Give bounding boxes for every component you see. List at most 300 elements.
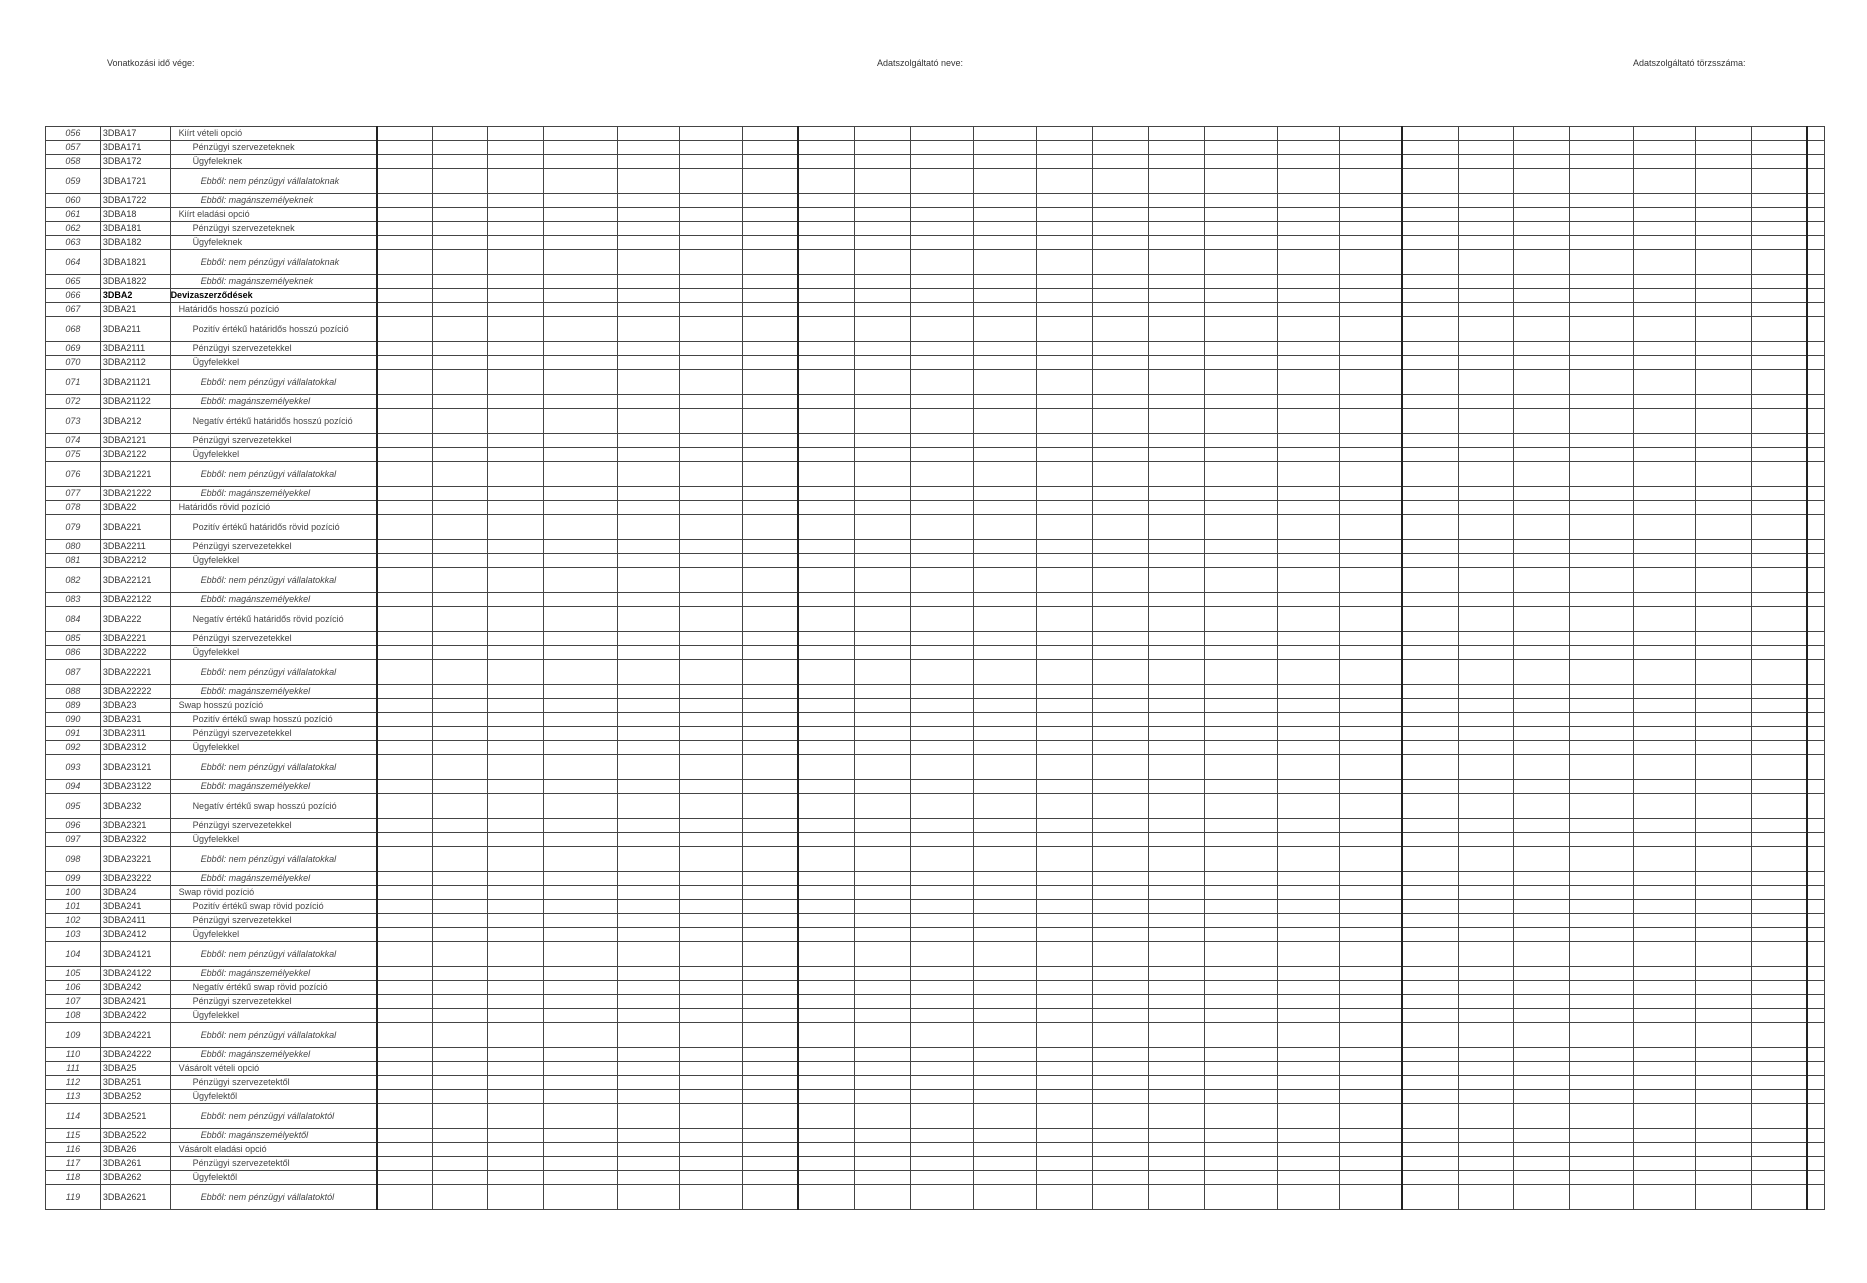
value-cell[interactable] <box>1807 222 1824 236</box>
value-cell[interactable] <box>1751 356 1807 370</box>
value-cell[interactable] <box>1340 1090 1402 1104</box>
value-cell[interactable] <box>1093 275 1149 289</box>
value-cell[interactable] <box>1570 303 1633 317</box>
value-cell[interactable] <box>910 593 973 607</box>
value-cell[interactable] <box>1093 1023 1149 1048</box>
value-cell[interactable] <box>1514 194 1570 208</box>
value-cell[interactable] <box>798 780 854 794</box>
value-cell[interactable] <box>433 833 488 847</box>
value-cell[interactable] <box>1696 434 1752 448</box>
value-cell[interactable] <box>1751 169 1807 194</box>
value-cell[interactable] <box>973 395 1036 409</box>
value-cell[interactable] <box>742 819 798 833</box>
value-cell[interactable] <box>488 1090 544 1104</box>
value-cell[interactable] <box>1458 317 1514 342</box>
value-cell[interactable] <box>1807 685 1824 699</box>
value-cell[interactable] <box>1514 995 1570 1009</box>
value-cell[interactable] <box>1340 713 1402 727</box>
value-cell[interactable] <box>544 501 618 515</box>
value-cell[interactable] <box>1093 942 1149 967</box>
value-cell[interactable] <box>1570 1185 1633 1210</box>
value-cell[interactable] <box>1037 275 1093 289</box>
value-cell[interactable] <box>1037 1090 1093 1104</box>
value-cell[interactable] <box>544 515 618 540</box>
value-cell[interactable] <box>973 236 1036 250</box>
value-cell[interactable] <box>1093 872 1149 886</box>
value-cell[interactable] <box>1037 236 1093 250</box>
value-cell[interactable] <box>433 593 488 607</box>
value-cell[interactable] <box>1751 1129 1807 1143</box>
value-cell[interactable] <box>854 208 910 222</box>
value-cell[interactable] <box>1093 222 1149 236</box>
value-cell[interactable] <box>973 303 1036 317</box>
value-cell[interactable] <box>1751 780 1807 794</box>
value-cell[interactable] <box>973 568 1036 593</box>
value-cell[interactable] <box>1093 1143 1149 1157</box>
value-cell[interactable] <box>1037 833 1093 847</box>
value-cell[interactable] <box>1037 127 1093 141</box>
value-cell[interactable] <box>1696 632 1752 646</box>
value-cell[interactable] <box>1340 727 1402 741</box>
value-cell[interactable] <box>742 646 798 660</box>
value-cell[interactable] <box>680 222 742 236</box>
value-cell[interactable] <box>1514 501 1570 515</box>
value-cell[interactable] <box>973 356 1036 370</box>
value-cell[interactable] <box>1277 169 1339 194</box>
value-cell[interactable] <box>1402 155 1458 169</box>
value-cell[interactable] <box>680 1076 742 1090</box>
value-cell[interactable] <box>910 342 973 356</box>
value-cell[interactable] <box>1514 127 1570 141</box>
value-cell[interactable] <box>854 928 910 942</box>
value-cell[interactable] <box>973 872 1036 886</box>
value-cell[interactable] <box>973 995 1036 1009</box>
value-cell[interactable] <box>854 540 910 554</box>
value-cell[interactable] <box>1037 395 1093 409</box>
value-cell[interactable] <box>1514 540 1570 554</box>
value-cell[interactable] <box>1696 1129 1752 1143</box>
value-cell[interactable] <box>618 395 680 409</box>
value-cell[interactable] <box>973 250 1036 275</box>
value-cell[interactable] <box>1340 568 1402 593</box>
value-cell[interactable] <box>1807 395 1824 409</box>
value-cell[interactable] <box>433 434 488 448</box>
value-cell[interactable] <box>742 303 798 317</box>
value-cell[interactable] <box>910 222 973 236</box>
value-cell[interactable] <box>973 593 1036 607</box>
value-cell[interactable] <box>1037 1157 1093 1171</box>
value-cell[interactable] <box>488 819 544 833</box>
value-cell[interactable] <box>910 900 973 914</box>
value-cell[interactable] <box>1514 342 1570 356</box>
value-cell[interactable] <box>1751 1076 1807 1090</box>
value-cell[interactable] <box>1633 1171 1695 1185</box>
value-cell[interactable] <box>910 356 973 370</box>
value-cell[interactable] <box>973 127 1036 141</box>
value-cell[interactable] <box>1149 981 1205 995</box>
value-cell[interactable] <box>1633 632 1695 646</box>
value-cell[interactable] <box>618 448 680 462</box>
value-cell[interactable] <box>1514 914 1570 928</box>
value-cell[interactable] <box>1205 794 1278 819</box>
value-cell[interactable] <box>1149 741 1205 755</box>
value-cell[interactable] <box>680 208 742 222</box>
value-cell[interactable] <box>1458 409 1514 434</box>
value-cell[interactable] <box>1277 236 1339 250</box>
value-cell[interactable] <box>433 409 488 434</box>
value-cell[interactable] <box>1570 127 1633 141</box>
value-cell[interactable] <box>1093 646 1149 660</box>
value-cell[interactable] <box>1514 1185 1570 1210</box>
value-cell[interactable] <box>1458 1048 1514 1062</box>
value-cell[interactable] <box>1205 487 1278 501</box>
value-cell[interactable] <box>680 462 742 487</box>
value-cell[interactable] <box>377 1023 433 1048</box>
value-cell[interactable] <box>377 780 433 794</box>
value-cell[interactable] <box>742 317 798 342</box>
value-cell[interactable] <box>854 1171 910 1185</box>
value-cell[interactable] <box>1149 660 1205 685</box>
value-cell[interactable] <box>1037 1076 1093 1090</box>
value-cell[interactable] <box>1633 1062 1695 1076</box>
value-cell[interactable] <box>1570 409 1633 434</box>
value-cell[interactable] <box>377 434 433 448</box>
value-cell[interactable] <box>798 317 854 342</box>
value-cell[interactable] <box>1149 886 1205 900</box>
value-cell[interactable] <box>618 1104 680 1129</box>
value-cell[interactable] <box>1205 713 1278 727</box>
value-cell[interactable] <box>1037 554 1093 568</box>
value-cell[interactable] <box>618 342 680 356</box>
value-cell[interactable] <box>1570 487 1633 501</box>
value-cell[interactable] <box>1277 462 1339 487</box>
value-cell[interactable] <box>1402 169 1458 194</box>
value-cell[interactable] <box>433 981 488 995</box>
value-cell[interactable] <box>1696 833 1752 847</box>
value-cell[interactable] <box>973 501 1036 515</box>
value-cell[interactable] <box>1149 995 1205 1009</box>
value-cell[interactable] <box>377 872 433 886</box>
value-cell[interactable] <box>1458 833 1514 847</box>
value-cell[interactable] <box>973 1048 1036 1062</box>
value-cell[interactable] <box>1696 1143 1752 1157</box>
value-cell[interactable] <box>1570 1171 1633 1185</box>
value-cell[interactable] <box>973 914 1036 928</box>
value-cell[interactable] <box>1093 236 1149 250</box>
value-cell[interactable] <box>1037 141 1093 155</box>
value-cell[interactable] <box>1037 685 1093 699</box>
value-cell[interactable] <box>1570 847 1633 872</box>
value-cell[interactable] <box>1402 607 1458 632</box>
value-cell[interactable] <box>1149 222 1205 236</box>
value-cell[interactable] <box>1751 448 1807 462</box>
value-cell[interactable] <box>377 236 433 250</box>
value-cell[interactable] <box>1149 914 1205 928</box>
value-cell[interactable] <box>1340 275 1402 289</box>
value-cell[interactable] <box>1277 434 1339 448</box>
value-cell[interactable] <box>1205 1009 1278 1023</box>
value-cell[interactable] <box>1751 713 1807 727</box>
value-cell[interactable] <box>973 1076 1036 1090</box>
value-cell[interactable] <box>1277 540 1339 554</box>
value-cell[interactable] <box>1633 872 1695 886</box>
value-cell[interactable] <box>910 1171 973 1185</box>
value-cell[interactable] <box>910 289 973 303</box>
value-cell[interactable] <box>910 981 973 995</box>
value-cell[interactable] <box>1633 395 1695 409</box>
value-cell[interactable] <box>1093 900 1149 914</box>
value-cell[interactable] <box>544 741 618 755</box>
value-cell[interactable] <box>854 250 910 275</box>
value-cell[interactable] <box>1340 1076 1402 1090</box>
value-cell[interactable] <box>1093 568 1149 593</box>
value-cell[interactable] <box>618 1171 680 1185</box>
value-cell[interactable] <box>618 981 680 995</box>
value-cell[interactable] <box>1149 833 1205 847</box>
value-cell[interactable] <box>910 847 973 872</box>
value-cell[interactable] <box>1633 370 1695 395</box>
value-cell[interactable] <box>742 967 798 981</box>
value-cell[interactable] <box>1277 141 1339 155</box>
value-cell[interactable] <box>544 169 618 194</box>
value-cell[interactable] <box>377 741 433 755</box>
value-cell[interactable] <box>1696 275 1752 289</box>
value-cell[interactable] <box>618 222 680 236</box>
value-cell[interactable] <box>433 780 488 794</box>
value-cell[interactable] <box>1751 1023 1807 1048</box>
value-cell[interactable] <box>1277 794 1339 819</box>
value-cell[interactable] <box>1514 409 1570 434</box>
value-cell[interactable] <box>1402 515 1458 540</box>
value-cell[interactable] <box>1037 487 1093 501</box>
value-cell[interactable] <box>1205 981 1278 995</box>
value-cell[interactable] <box>973 699 1036 713</box>
value-cell[interactable] <box>680 317 742 342</box>
value-cell[interactable] <box>798 1129 854 1143</box>
value-cell[interactable] <box>1570 928 1633 942</box>
value-cell[interactable] <box>1340 141 1402 155</box>
value-cell[interactable] <box>1458 780 1514 794</box>
value-cell[interactable] <box>1458 1157 1514 1171</box>
value-cell[interactable] <box>1751 632 1807 646</box>
value-cell[interactable] <box>1340 222 1402 236</box>
value-cell[interactable] <box>544 434 618 448</box>
value-cell[interactable] <box>910 155 973 169</box>
value-cell[interactable] <box>1633 289 1695 303</box>
value-cell[interactable] <box>798 395 854 409</box>
value-cell[interactable] <box>1149 699 1205 713</box>
value-cell[interactable] <box>1570 1157 1633 1171</box>
value-cell[interactable] <box>1807 646 1824 660</box>
value-cell[interactable] <box>1277 409 1339 434</box>
value-cell[interactable] <box>1633 900 1695 914</box>
value-cell[interactable] <box>488 995 544 1009</box>
value-cell[interactable] <box>1093 155 1149 169</box>
value-cell[interactable] <box>1807 1104 1824 1129</box>
value-cell[interactable] <box>1205 127 1278 141</box>
value-cell[interactable] <box>1807 660 1824 685</box>
value-cell[interactable] <box>854 1185 910 1210</box>
value-cell[interactable] <box>544 395 618 409</box>
value-cell[interactable] <box>1751 370 1807 395</box>
value-cell[interactable] <box>618 289 680 303</box>
value-cell[interactable] <box>1696 593 1752 607</box>
value-cell[interactable] <box>742 501 798 515</box>
value-cell[interactable] <box>854 289 910 303</box>
value-cell[interactable] <box>1751 141 1807 155</box>
value-cell[interactable] <box>377 1009 433 1023</box>
value-cell[interactable] <box>742 1129 798 1143</box>
value-cell[interactable] <box>433 289 488 303</box>
value-cell[interactable] <box>1093 208 1149 222</box>
value-cell[interactable] <box>1633 568 1695 593</box>
value-cell[interactable] <box>488 342 544 356</box>
value-cell[interactable] <box>488 1009 544 1023</box>
value-cell[interactable] <box>1093 250 1149 275</box>
value-cell[interactable] <box>742 727 798 741</box>
value-cell[interactable] <box>1149 303 1205 317</box>
value-cell[interactable] <box>488 699 544 713</box>
value-cell[interactable] <box>544 275 618 289</box>
value-cell[interactable] <box>1277 194 1339 208</box>
value-cell[interactable] <box>433 194 488 208</box>
value-cell[interactable] <box>798 289 854 303</box>
value-cell[interactable] <box>618 928 680 942</box>
value-cell[interactable] <box>1093 141 1149 155</box>
value-cell[interactable] <box>1402 303 1458 317</box>
value-cell[interactable] <box>1402 194 1458 208</box>
value-cell[interactable] <box>1402 755 1458 780</box>
value-cell[interactable] <box>1807 928 1824 942</box>
value-cell[interactable] <box>1514 356 1570 370</box>
value-cell[interactable] <box>1037 727 1093 741</box>
value-cell[interactable] <box>618 607 680 632</box>
value-cell[interactable] <box>1696 942 1752 967</box>
value-cell[interactable] <box>1570 236 1633 250</box>
value-cell[interactable] <box>1093 1171 1149 1185</box>
value-cell[interactable] <box>433 967 488 981</box>
value-cell[interactable] <box>1458 755 1514 780</box>
value-cell[interactable] <box>1340 1062 1402 1076</box>
value-cell[interactable] <box>1514 741 1570 755</box>
value-cell[interactable] <box>742 434 798 448</box>
value-cell[interactable] <box>1633 342 1695 356</box>
value-cell[interactable] <box>1402 900 1458 914</box>
value-cell[interactable] <box>544 967 618 981</box>
value-cell[interactable] <box>1458 275 1514 289</box>
value-cell[interactable] <box>433 794 488 819</box>
value-cell[interactable] <box>1696 928 1752 942</box>
value-cell[interactable] <box>1205 1171 1278 1185</box>
value-cell[interactable] <box>433 141 488 155</box>
value-cell[interactable] <box>1807 434 1824 448</box>
value-cell[interactable] <box>1340 1104 1402 1129</box>
value-cell[interactable] <box>1570 942 1633 967</box>
value-cell[interactable] <box>680 967 742 981</box>
value-cell[interactable] <box>1807 847 1824 872</box>
value-cell[interactable] <box>1277 250 1339 275</box>
value-cell[interactable] <box>1751 568 1807 593</box>
value-cell[interactable] <box>1514 1157 1570 1171</box>
value-cell[interactable] <box>1402 593 1458 607</box>
value-cell[interactable] <box>910 194 973 208</box>
value-cell[interactable] <box>973 632 1036 646</box>
value-cell[interactable] <box>377 1185 433 1210</box>
value-cell[interactable] <box>854 395 910 409</box>
value-cell[interactable] <box>1037 317 1093 342</box>
value-cell[interactable] <box>973 727 1036 741</box>
value-cell[interactable] <box>1340 755 1402 780</box>
value-cell[interactable] <box>1037 155 1093 169</box>
value-cell[interactable] <box>1570 501 1633 515</box>
value-cell[interactable] <box>798 554 854 568</box>
value-cell[interactable] <box>618 1185 680 1210</box>
value-cell[interactable] <box>1514 462 1570 487</box>
value-cell[interactable] <box>433 900 488 914</box>
value-cell[interactable] <box>377 462 433 487</box>
value-cell[interactable] <box>377 356 433 370</box>
value-cell[interactable] <box>1633 487 1695 501</box>
value-cell[interactable] <box>1402 967 1458 981</box>
value-cell[interactable] <box>1093 554 1149 568</box>
value-cell[interactable] <box>618 169 680 194</box>
value-cell[interactable] <box>1570 1048 1633 1062</box>
value-cell[interactable] <box>377 981 433 995</box>
value-cell[interactable] <box>1458 1023 1514 1048</box>
value-cell[interactable] <box>680 127 742 141</box>
value-cell[interactable] <box>1696 568 1752 593</box>
value-cell[interactable] <box>1277 607 1339 632</box>
value-cell[interactable] <box>433 317 488 342</box>
value-cell[interactable] <box>910 1009 973 1023</box>
value-cell[interactable] <box>1277 289 1339 303</box>
value-cell[interactable] <box>1633 434 1695 448</box>
value-cell[interactable] <box>1633 1129 1695 1143</box>
value-cell[interactable] <box>680 236 742 250</box>
value-cell[interactable] <box>1402 914 1458 928</box>
value-cell[interactable] <box>1633 819 1695 833</box>
value-cell[interactable] <box>854 1009 910 1023</box>
value-cell[interactable] <box>1633 409 1695 434</box>
value-cell[interactable] <box>433 699 488 713</box>
value-cell[interactable] <box>1149 685 1205 699</box>
value-cell[interactable] <box>1458 1104 1514 1129</box>
value-cell[interactable] <box>1402 487 1458 501</box>
value-cell[interactable] <box>910 995 973 1009</box>
value-cell[interactable] <box>1514 1104 1570 1129</box>
value-cell[interactable] <box>1696 515 1752 540</box>
value-cell[interactable] <box>1149 942 1205 967</box>
value-cell[interactable] <box>1570 222 1633 236</box>
value-cell[interactable] <box>910 501 973 515</box>
value-cell[interactable] <box>1570 755 1633 780</box>
value-cell[interactable] <box>1037 699 1093 713</box>
value-cell[interactable] <box>1205 942 1278 967</box>
value-cell[interactable] <box>488 928 544 942</box>
value-cell[interactable] <box>680 1090 742 1104</box>
value-cell[interactable] <box>488 794 544 819</box>
value-cell[interactable] <box>544 208 618 222</box>
value-cell[interactable] <box>910 236 973 250</box>
value-cell[interactable] <box>1570 1076 1633 1090</box>
value-cell[interactable] <box>1570 356 1633 370</box>
value-cell[interactable] <box>433 448 488 462</box>
value-cell[interactable] <box>1093 699 1149 713</box>
value-cell[interactable] <box>1037 780 1093 794</box>
value-cell[interactable] <box>1093 448 1149 462</box>
value-cell[interactable] <box>433 819 488 833</box>
value-cell[interactable] <box>1807 794 1824 819</box>
